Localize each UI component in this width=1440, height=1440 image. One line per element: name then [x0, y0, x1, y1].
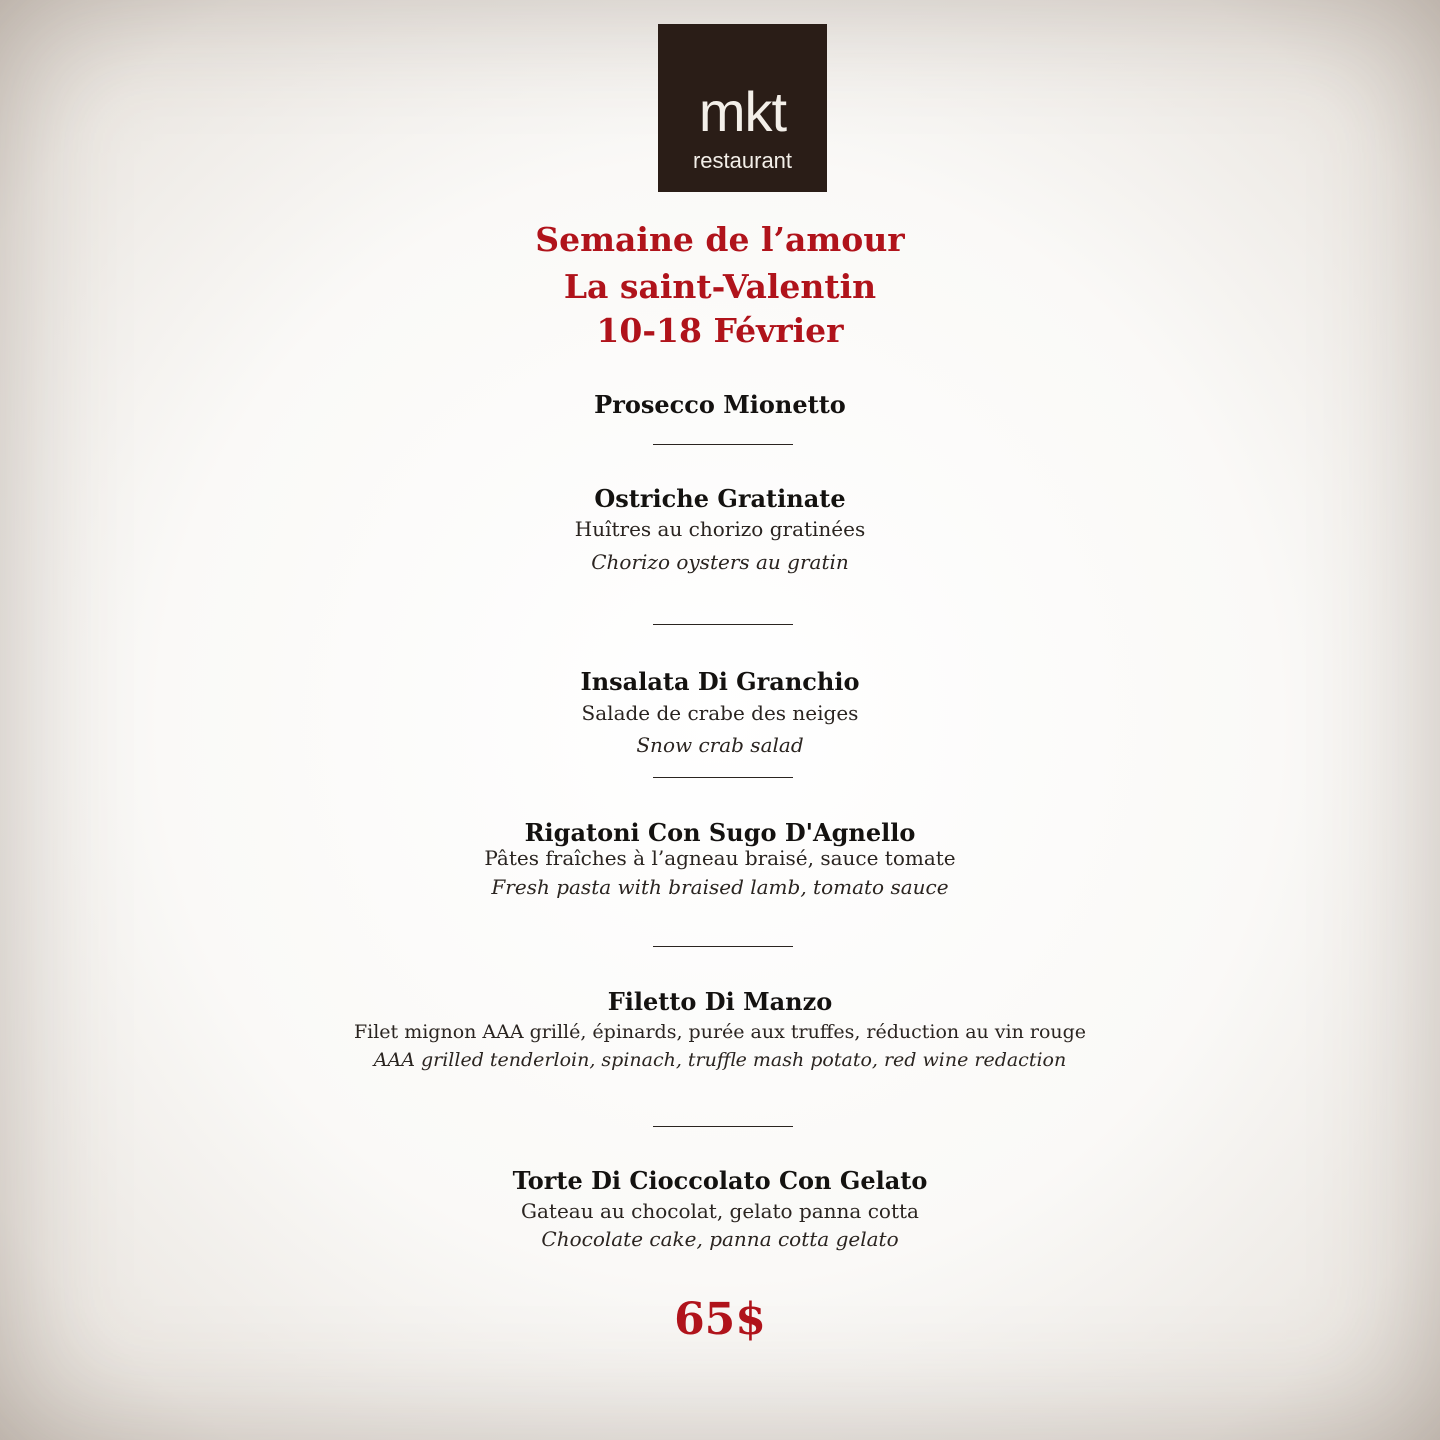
- course-description-fr: Huîtres au chorizo gratinées: [574, 517, 866, 541]
- divider: [653, 946, 793, 947]
- course-description-fr: Filet mignon AAA grillé, épinards, purée aux truffes, réduction au vin rouge: [353, 1021, 1087, 1043]
- course-description-en: Chocolate cake, panna cotta gelato: [541, 1227, 899, 1251]
- course-title: Rigatoni Con Sugo D'Agnello: [524, 818, 916, 847]
- divider: [653, 624, 793, 625]
- course-description-en: Snow crab salad: [636, 733, 804, 757]
- heading-line-3: 10-18 Février: [596, 311, 844, 350]
- restaurant-logo: [658, 24, 827, 192]
- course-description-fr: Pâtes fraîches à l’agneau braisé, sauce tomate: [484, 846, 956, 870]
- logo-name: mkt: [698, 80, 787, 143]
- aperitif-title: Prosecco Mionetto: [594, 390, 846, 419]
- divider: [653, 444, 793, 445]
- course-title: Insalata Di Granchio: [580, 667, 860, 696]
- divider: [653, 777, 793, 778]
- course-description-en: Chorizo oysters au gratin: [591, 550, 849, 574]
- course-title: Ostriche Gratinate: [594, 484, 846, 513]
- course-description-fr: Salade de crabe des neiges: [581, 701, 859, 725]
- menu-price: 65$: [674, 1294, 766, 1345]
- logo-subtitle: restaurant: [692, 148, 793, 173]
- course-description-fr: Gateau au chocolat, gelato panna cotta: [521, 1199, 919, 1223]
- heading-line-2: La saint-Valentin: [563, 267, 877, 306]
- course-description-en: AAA grilled tenderloin, spinach, truffle mash potato, red wine redaction: [373, 1049, 1067, 1071]
- course-title: Filetto Di Manzo: [607, 987, 833, 1016]
- divider: [653, 1126, 793, 1127]
- course-description-en: Fresh pasta with braised lamb, tomato sauce: [491, 875, 949, 899]
- course-title: Torte Di Cioccolato Con Gelato: [512, 1166, 928, 1195]
- heading-line-1: Semaine de l’amour: [535, 220, 905, 259]
